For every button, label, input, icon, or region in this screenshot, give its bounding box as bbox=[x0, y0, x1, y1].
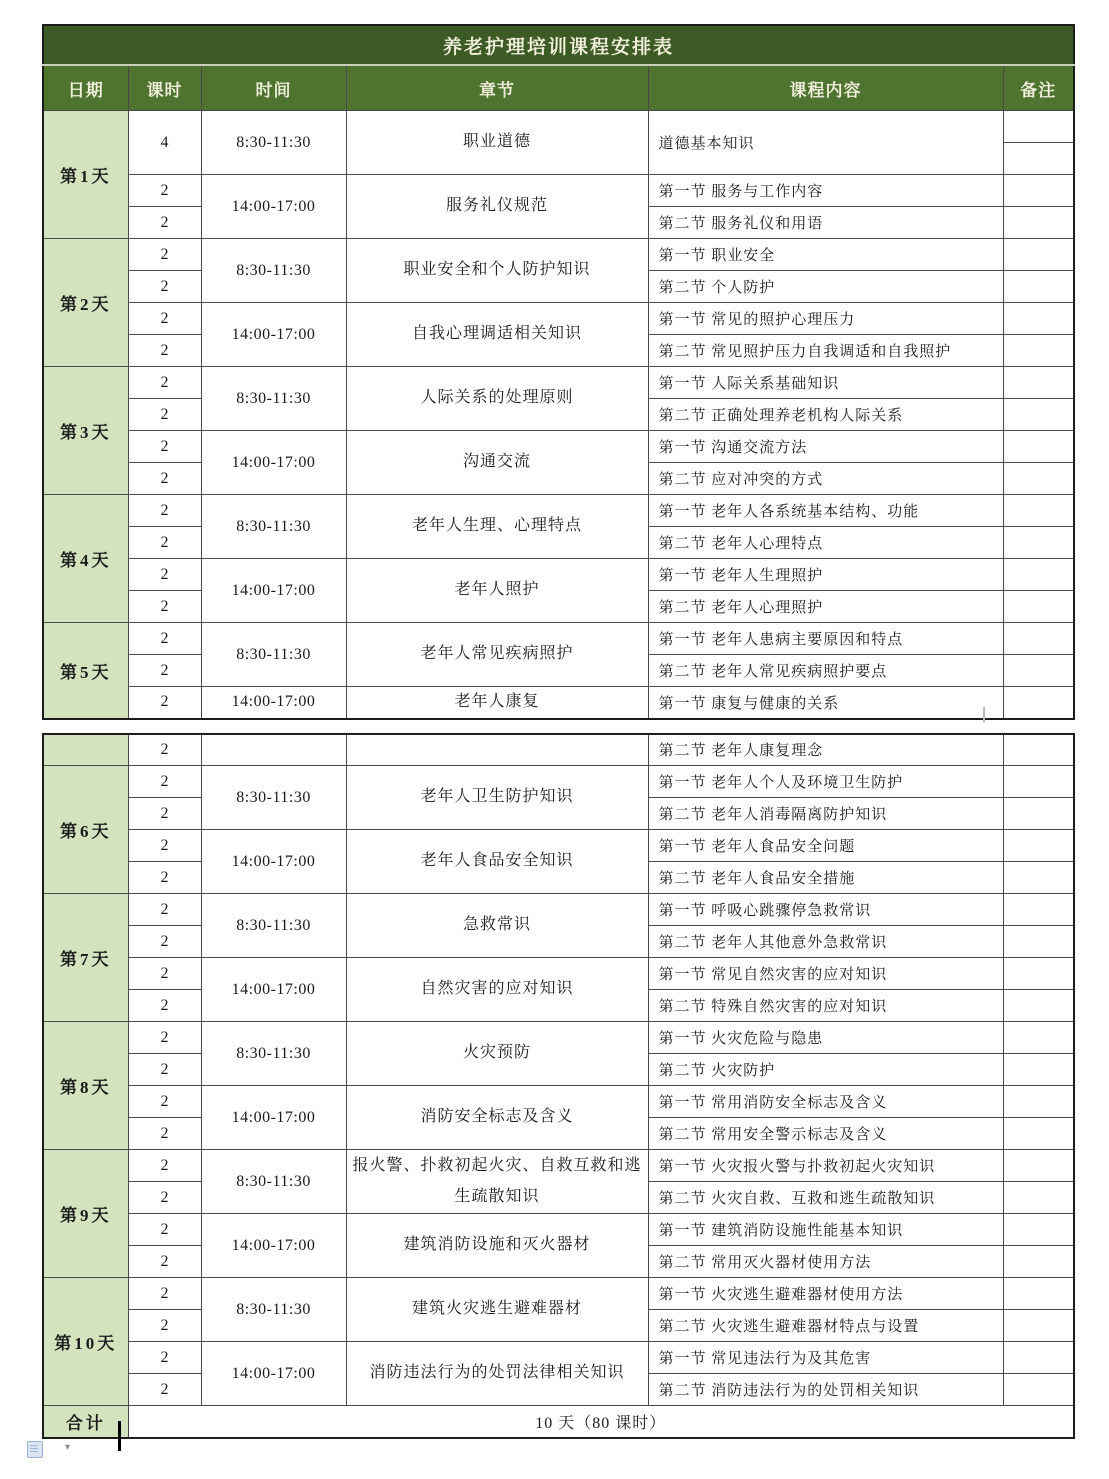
day-label-cell: 第5天 bbox=[43, 623, 128, 719]
content-cell: 第一节 火灾逃生避难器材使用方法 bbox=[648, 1278, 1003, 1310]
hours-cell: 2 bbox=[128, 958, 201, 990]
table-row bbox=[43, 734, 1074, 766]
total-row bbox=[43, 1406, 1074, 1438]
content-cell: 第一节 职业安全 bbox=[648, 239, 1003, 271]
time-cell: 14:00-17:00 bbox=[201, 303, 346, 367]
chapter-cell: 服务礼仪规范 bbox=[346, 175, 648, 239]
remark-cell bbox=[1003, 559, 1074, 591]
chapter-cell: 老年人常见疾病照护 bbox=[346, 623, 648, 687]
remark-cell bbox=[1003, 1054, 1074, 1086]
content-cell: 第二节 常用灭火器材使用方法 bbox=[648, 1246, 1003, 1278]
day-label-cell bbox=[43, 734, 128, 766]
content-cell: 第二节 火灾防护 bbox=[648, 1054, 1003, 1086]
content-cell: 第二节 消防违法行为的处罚相关知识 bbox=[648, 1374, 1003, 1406]
table-row bbox=[43, 111, 1074, 143]
remark-cell bbox=[1003, 111, 1074, 143]
chapter-cell: 建筑火灾逃生避难器材 bbox=[346, 1278, 648, 1342]
paste-options-icon bbox=[27, 1441, 43, 1458]
content-cell: 第一节 老年人食品安全问题 bbox=[648, 830, 1003, 862]
remark-cell bbox=[1003, 143, 1074, 175]
time-cell: 8:30-11:30 bbox=[201, 239, 346, 303]
total-label-cell: 合计 bbox=[43, 1406, 128, 1438]
content-cell: 第二节 个人防护 bbox=[648, 271, 1003, 303]
hours-cell: 2 bbox=[128, 687, 201, 719]
chapter-cell: 老年人生理、心理特点 bbox=[346, 495, 648, 559]
content-cell: 第一节 建筑消防设施性能基本知识 bbox=[648, 1214, 1003, 1246]
remark-cell bbox=[1003, 207, 1074, 239]
table-row bbox=[43, 239, 1074, 271]
content-cell: 第二节 老年人心理照护 bbox=[648, 591, 1003, 623]
hours-cell: 2 bbox=[128, 655, 201, 687]
hours-cell: 2 bbox=[128, 175, 201, 207]
hours-cell: 2 bbox=[128, 431, 201, 463]
hours-cell: 2 bbox=[128, 1150, 201, 1182]
remark-cell bbox=[1003, 734, 1074, 766]
chapter-cell: 自然灾害的应对知识 bbox=[346, 958, 648, 1022]
chapter-cell: 沟通交流 bbox=[346, 431, 648, 495]
remark-cell bbox=[1003, 399, 1074, 431]
content-cell: 第一节 老年人个人及环境卫生防护 bbox=[648, 766, 1003, 798]
remark-cell bbox=[1003, 1150, 1074, 1182]
content-cell: 第二节 火灾逃生避难器材特点与设置 bbox=[648, 1310, 1003, 1342]
content-cell: 第一节 常见违法行为及其危害 bbox=[648, 1342, 1003, 1374]
hours-cell: 2 bbox=[128, 271, 201, 303]
day-label-cell: 第7天 bbox=[43, 894, 128, 1022]
chapter-cell: 消防安全标志及含义 bbox=[346, 1086, 648, 1150]
time-cell: 14:00-17:00 bbox=[201, 1214, 346, 1278]
chapter-cell: 急救常识 bbox=[346, 894, 648, 958]
hours-cell: 2 bbox=[128, 335, 201, 367]
hours-cell: 2 bbox=[128, 303, 201, 335]
remark-cell bbox=[1003, 798, 1074, 830]
day-label-cell: 第6天 bbox=[43, 766, 128, 894]
hours-cell: 2 bbox=[128, 591, 201, 623]
table-row bbox=[43, 1086, 1074, 1118]
table-title: 养老护理培训课程安排表 bbox=[43, 25, 1074, 65]
time-cell: 14:00-17:00 bbox=[201, 175, 346, 239]
time-cell: 14:00-17:00 bbox=[201, 1342, 346, 1406]
content-cell: 第二节 老年人食品安全措施 bbox=[648, 862, 1003, 894]
chapter-cell: 职业道德 bbox=[346, 111, 648, 175]
remark-cell bbox=[1003, 367, 1074, 399]
hours-cell: 4 bbox=[128, 111, 201, 175]
column-header-chapter: 章节 bbox=[346, 65, 648, 111]
content-cell: 第二节 常用安全警示标志及含义 bbox=[648, 1118, 1003, 1150]
column-header-content: 课程内容 bbox=[648, 65, 1003, 111]
day-label-cell: 第8天 bbox=[43, 1022, 128, 1150]
time-cell: 8:30-11:30 bbox=[201, 766, 346, 830]
remark-cell bbox=[1003, 495, 1074, 527]
table-row bbox=[43, 431, 1074, 463]
remark-cell bbox=[1003, 239, 1074, 271]
time-cell: 8:30-11:30 bbox=[201, 367, 346, 431]
time-cell: 8:30-11:30 bbox=[201, 623, 346, 687]
hours-cell: 2 bbox=[128, 1118, 201, 1150]
hours-cell: 2 bbox=[128, 990, 201, 1022]
time-cell: 14:00-17:00 bbox=[201, 830, 346, 894]
content-cell: 第一节 老年人生理照护 bbox=[648, 559, 1003, 591]
table-row bbox=[43, 1022, 1074, 1054]
chapter-cell: 老年人卫生防护知识 bbox=[346, 766, 648, 830]
hours-cell: 2 bbox=[128, 926, 201, 958]
content-cell: 第一节 火灾报火警与扑救初起火灾知识 bbox=[648, 1150, 1003, 1182]
remark-cell bbox=[1003, 1022, 1074, 1054]
chapter-cell: 火灾预防 bbox=[346, 1022, 648, 1086]
remark-cell bbox=[1003, 687, 1074, 719]
table-row bbox=[43, 830, 1074, 862]
table-title-row bbox=[43, 25, 1074, 65]
table-row bbox=[43, 1150, 1074, 1182]
time-cell: 8:30-11:30 bbox=[201, 1022, 346, 1086]
time-cell: 14:00-17:00 bbox=[201, 431, 346, 495]
hours-cell: 2 bbox=[128, 1278, 201, 1310]
remark-cell bbox=[1003, 1086, 1074, 1118]
remark-cell bbox=[1003, 655, 1074, 687]
content-cell: 第二节 老年人康复理念 bbox=[648, 734, 1003, 766]
content-cell: 第二节 老年人常见疾病照护要点 bbox=[648, 655, 1003, 687]
day-label-cell: 第4天 bbox=[43, 495, 128, 623]
hours-cell: 2 bbox=[128, 1310, 201, 1342]
hours-cell: 2 bbox=[128, 798, 201, 830]
schedule-body-page1 bbox=[43, 111, 1074, 719]
total-value-cell: 10 天（80 课时） bbox=[128, 1406, 1074, 1438]
hours-cell: 2 bbox=[128, 1374, 201, 1406]
remark-cell bbox=[1003, 1214, 1074, 1246]
remark-cell bbox=[1003, 926, 1074, 958]
content-cell: 第一节 呼吸心跳骤停急救常识 bbox=[648, 894, 1003, 926]
time-cell: 8:30-11:30 bbox=[201, 894, 346, 958]
remark-cell bbox=[1003, 958, 1074, 990]
time-cell: 14:00-17:00 bbox=[201, 687, 346, 719]
time-cell: 8:30-11:30 bbox=[201, 1278, 346, 1342]
column-header-hours: 课时 bbox=[128, 65, 201, 111]
chapter-cell: 老年人照护 bbox=[346, 559, 648, 623]
course-schedule-table-part-1 bbox=[42, 24, 1075, 720]
remark-cell bbox=[1003, 1118, 1074, 1150]
column-header-date: 日期 bbox=[43, 65, 128, 111]
chapter-cell: 消防违法行为的处罚法律相关知识 bbox=[346, 1342, 648, 1406]
remark-cell bbox=[1003, 1182, 1074, 1214]
remark-cell bbox=[1003, 1246, 1074, 1278]
content-cell: 第一节 老年人患病主要原因和特点 bbox=[648, 623, 1003, 655]
hours-cell: 2 bbox=[128, 495, 201, 527]
chevron-down-icon: ▾ bbox=[65, 1442, 71, 1453]
time-cell: 14:00-17:00 bbox=[201, 1086, 346, 1150]
text-cursor bbox=[118, 1421, 121, 1451]
content-cell: 第一节 火灾危险与隐患 bbox=[648, 1022, 1003, 1054]
hours-cell: 2 bbox=[128, 1342, 201, 1374]
chapter-cell: 自我心理调适相关知识 bbox=[346, 303, 648, 367]
remark-cell bbox=[1003, 1278, 1074, 1310]
table-header-row bbox=[43, 65, 1074, 111]
day-label-cell: 第1天 bbox=[43, 111, 128, 239]
time-cell: 14:00-17:00 bbox=[201, 958, 346, 1022]
table-row bbox=[43, 766, 1074, 798]
table-row bbox=[43, 1278, 1074, 1310]
remark-cell bbox=[1003, 335, 1074, 367]
table-row bbox=[43, 1214, 1074, 1246]
content-cell: 第二节 常见照护压力自我调适和自我照护 bbox=[648, 335, 1003, 367]
time-cell bbox=[201, 734, 346, 766]
chapter-cell: 建筑消防设施和灭火器材 bbox=[346, 1214, 648, 1278]
hours-cell: 2 bbox=[128, 830, 201, 862]
remark-cell bbox=[1003, 1310, 1074, 1342]
content-cell: 道德基本知识 bbox=[648, 111, 1003, 175]
content-cell: 第二节 应对冲突的方式 bbox=[648, 463, 1003, 495]
table-row bbox=[43, 495, 1074, 527]
hours-cell: 2 bbox=[128, 399, 201, 431]
chapter-cell: 老年人食品安全知识 bbox=[346, 830, 648, 894]
day-label-cell: 第10天 bbox=[43, 1278, 128, 1406]
day-label-cell: 第9天 bbox=[43, 1150, 128, 1278]
hours-cell: 2 bbox=[128, 559, 201, 591]
course-schedule-table-part-2 bbox=[42, 733, 1075, 1439]
hours-cell: 2 bbox=[128, 734, 201, 766]
chapter-cell: 报火警、扑救初起火灾、自救互救和逃生疏散知识 bbox=[346, 1150, 648, 1214]
hours-cell: 2 bbox=[128, 1054, 201, 1086]
content-cell: 第一节 老年人各系统基本结构、功能 bbox=[648, 495, 1003, 527]
table-row bbox=[43, 303, 1074, 335]
content-cell: 第二节 老年人其他意外急救常识 bbox=[648, 926, 1003, 958]
remark-cell bbox=[1003, 894, 1074, 926]
remark-cell bbox=[1003, 830, 1074, 862]
hours-cell: 2 bbox=[128, 1182, 201, 1214]
hours-cell: 2 bbox=[128, 207, 201, 239]
content-cell: 第二节 服务礼仪和用语 bbox=[648, 207, 1003, 239]
remark-cell bbox=[1003, 623, 1074, 655]
remark-cell bbox=[1003, 1374, 1074, 1406]
hours-cell: 2 bbox=[128, 623, 201, 655]
table-row bbox=[43, 958, 1074, 990]
schedule-body-page2 bbox=[43, 734, 1074, 1438]
column-header-remark: 备注 bbox=[1003, 65, 1074, 111]
table-row bbox=[43, 1342, 1074, 1374]
content-cell: 第一节 常用消防安全标志及含义 bbox=[648, 1086, 1003, 1118]
remark-cell bbox=[1003, 175, 1074, 207]
hours-cell: 2 bbox=[128, 239, 201, 271]
chapter-cell: 人际关系的处理原则 bbox=[346, 367, 648, 431]
hours-cell: 2 bbox=[128, 1246, 201, 1278]
remark-cell bbox=[1003, 463, 1074, 495]
hours-cell: 2 bbox=[128, 367, 201, 399]
remark-cell bbox=[1003, 303, 1074, 335]
chapter-cell: 职业安全和个人防护知识 bbox=[346, 239, 648, 303]
remark-cell bbox=[1003, 990, 1074, 1022]
table-row bbox=[43, 687, 1074, 719]
content-cell: 第一节 服务与工作内容 bbox=[648, 175, 1003, 207]
hours-cell: 2 bbox=[128, 1022, 201, 1054]
remark-cell bbox=[1003, 862, 1074, 894]
content-cell: 第一节 常见的照护心理压力 bbox=[648, 303, 1003, 335]
time-cell: 8:30-11:30 bbox=[201, 495, 346, 559]
day-label-cell: 第3天 bbox=[43, 367, 128, 495]
content-cell: 第一节 常见自然灾害的应对知识 bbox=[648, 958, 1003, 990]
time-cell: 14:00-17:00 bbox=[201, 559, 346, 623]
document-page bbox=[42, 24, 1073, 1439]
chapter-cell bbox=[346, 734, 648, 766]
chapter-cell: 老年人康复 bbox=[346, 687, 648, 719]
hours-cell: 2 bbox=[128, 1086, 201, 1118]
table-resize-artifact bbox=[983, 707, 985, 722]
content-cell: 第二节 火灾自救、互救和逃生疏散知识 bbox=[648, 1182, 1003, 1214]
time-cell: 8:30-11:30 bbox=[201, 111, 346, 175]
table-row bbox=[43, 623, 1074, 655]
remark-cell bbox=[1003, 271, 1074, 303]
hours-cell: 2 bbox=[128, 463, 201, 495]
content-cell: 第二节 特殊自然灾害的应对知识 bbox=[648, 990, 1003, 1022]
table-row bbox=[43, 559, 1074, 591]
table-row bbox=[43, 894, 1074, 926]
content-cell: 第一节 康复与健康的关系 bbox=[648, 687, 1003, 719]
table-row bbox=[43, 367, 1074, 399]
day-label-cell: 第2天 bbox=[43, 239, 128, 367]
content-cell: 第一节 人际关系基础知识 bbox=[648, 367, 1003, 399]
remark-cell bbox=[1003, 766, 1074, 798]
page-break-gap bbox=[42, 720, 1073, 733]
content-cell: 第二节 正确处理养老机构人际关系 bbox=[648, 399, 1003, 431]
remark-cell bbox=[1003, 431, 1074, 463]
hours-cell: 2 bbox=[128, 894, 201, 926]
content-cell: 第二节 老年人心理特点 bbox=[648, 527, 1003, 559]
paste-options-button[interactable] bbox=[27, 1441, 83, 1459]
column-header-time: 时间 bbox=[201, 65, 346, 111]
content-cell: 第二节 老年人消毒隔离防护知识 bbox=[648, 798, 1003, 830]
remark-cell bbox=[1003, 1342, 1074, 1374]
hours-cell: 2 bbox=[128, 766, 201, 798]
remark-cell bbox=[1003, 591, 1074, 623]
content-cell: 第一节 沟通交流方法 bbox=[648, 431, 1003, 463]
hours-cell: 2 bbox=[128, 527, 201, 559]
remark-cell bbox=[1003, 527, 1074, 559]
table-row bbox=[43, 175, 1074, 207]
hours-cell: 2 bbox=[128, 1214, 201, 1246]
time-cell: 8:30-11:30 bbox=[201, 1150, 346, 1214]
hours-cell: 2 bbox=[128, 862, 201, 894]
